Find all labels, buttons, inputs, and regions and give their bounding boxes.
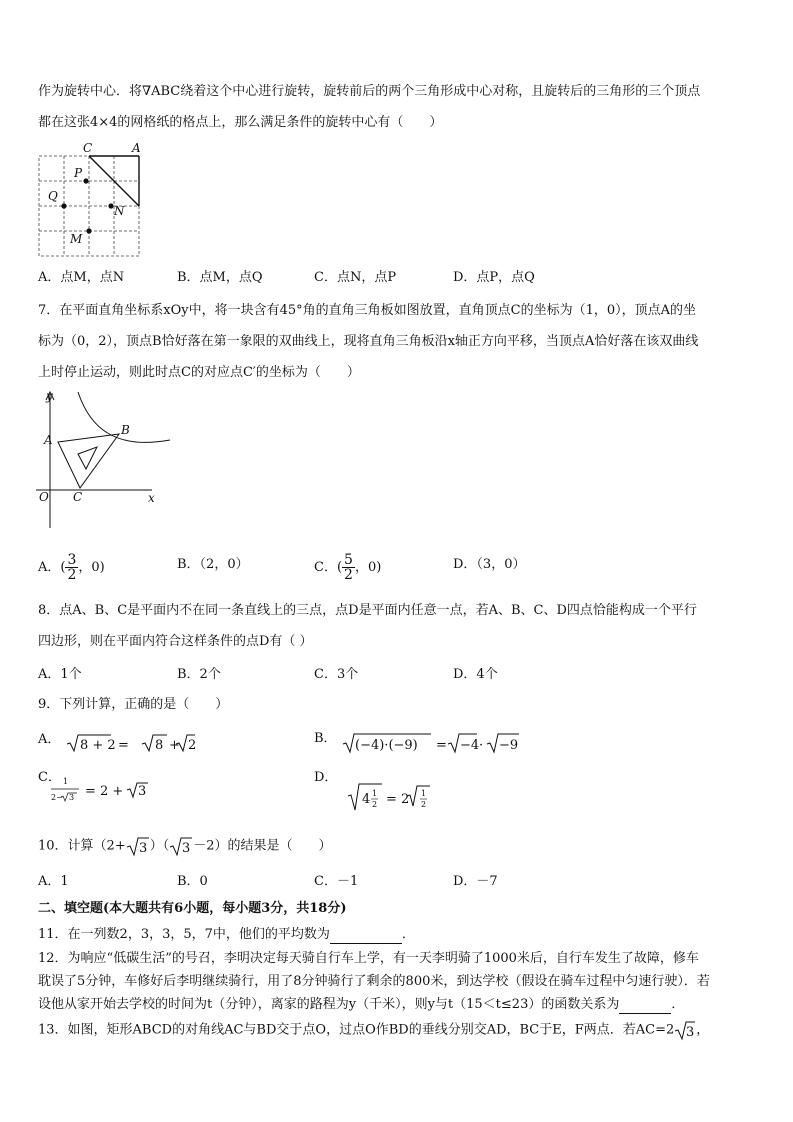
- q9-option-d[interactable]: [314, 770, 434, 814]
- point-m: [86, 228, 91, 233]
- q9-option-c[interactable]: [38, 770, 167, 808]
- q6-option-d[interactable]: D．点P，点Q: [453, 270, 535, 285]
- q9-option-a-formula: [65, 732, 195, 754]
- svg-text:3: 3: [138, 841, 147, 856]
- label-b: B: [121, 423, 130, 437]
- q6-option-a[interactable]: A．点M，点N: [38, 270, 125, 285]
- q11-answer-blank[interactable]: [330, 927, 402, 944]
- label-m: M: [70, 232, 83, 246]
- svg-text:2−: 2−: [51, 793, 63, 802]
- label-c: C: [83, 141, 93, 155]
- q8-option-c[interactable]: C．3个: [314, 667, 359, 682]
- q6-option-b[interactable]: B．点M，点Q: [177, 270, 263, 285]
- q6-text-line1: 作为旋转中心．将∇ABC绕着这个中心进行旋转，旋转前后的两个三角形成中心对称，且旋转后的三角形的三个顶点: [38, 84, 701, 99]
- q10-sqrt-2: [169, 835, 193, 857]
- svg-text:3: 3: [69, 793, 75, 802]
- right-triangle-inner: [78, 447, 97, 469]
- q9-option-d-label: D．: [314, 770, 338, 785]
- q6-text-line2: 都在这张4×4的网格纸的格点上，那么满足条件的旋转中心有（ ）: [38, 115, 443, 130]
- q9-option-a[interactable]: [38, 732, 195, 754]
- svg-text:3: 3: [182, 841, 191, 856]
- svg-text:8: 8: [154, 738, 163, 753]
- svg-text:= 2: = 2: [385, 792, 409, 807]
- svg-text:+: +: [168, 738, 180, 753]
- q8-text-line2: 四边形，则在平面内符合这样条件的点D有（ ）: [38, 634, 313, 649]
- label-x: x: [148, 491, 155, 505]
- q12-answer-blank[interactable]: [619, 997, 671, 1014]
- point-p: [83, 178, 88, 183]
- q6-grid-figure: [30, 140, 150, 260]
- q8-text-line1: 8．点A、B、C是平面内不在同一条直线上的三点，点D是平面内任意一点，若A、B、C、D四点恰能构成一个平行: [38, 603, 697, 618]
- q7-text-line1: 7．在平面直角坐标系xOy中，将一块含有45°角的直角三角板如图放置，直角顶点C的坐标为（1，0），顶点A的坐: [38, 303, 697, 318]
- svg-text:(−4)·(−9): (−4)·(−9): [354, 738, 418, 753]
- q8-option-a[interactable]: A．1个: [38, 667, 82, 682]
- q7-text-line2: 标为（0，2），顶点B恰好落在第一象限的双曲线上，现将直角三角板沿x轴正方向平移，当顶点A恰好落在该双曲线: [38, 334, 699, 349]
- q7-option-d[interactable]: D．（3，0）: [453, 557, 526, 572]
- svg-text:3: 3: [138, 784, 147, 799]
- right-triangle-outer: [58, 434, 119, 488]
- q10-option-b[interactable]: B．0: [177, 874, 208, 889]
- q12-text-line1: 12．为响应“低碳生活”的号召，李明决定每天骑自行车上学，有一天李明骑了1000米后，自行车发生了故障，修车: [38, 951, 699, 966]
- q9-option-d-formula: [324, 774, 434, 814]
- label-a: A: [132, 141, 141, 155]
- q12-text-line2: 耽误了5分钟，车修好后李明继续骑行，用了8分钟骑行了剩余的800米，到达学校（假设在骑车过程中匀速行驶）．若: [38, 974, 710, 989]
- q8-option-d[interactable]: D．4个: [453, 667, 498, 682]
- q10-stem: 10．计算（2+ 3 ）（ 3 －2）的结果是（ ）: [38, 835, 332, 858]
- svg-text:−9: −9: [498, 738, 518, 753]
- q9-option-c-formula: [47, 774, 167, 808]
- q7-coordinate-figure: [30, 388, 180, 533]
- q7-option-a[interactable]: A．( $\frac{3}{2}$ ，0): [38, 552, 105, 583]
- q7-option-c[interactable]: C．( $\frac{5}{2}$ ，0): [314, 552, 382, 583]
- label-a: A: [44, 433, 53, 447]
- svg-text:·: ·: [478, 738, 483, 753]
- svg-text:2: 2: [420, 800, 426, 809]
- svg-text:2: 2: [371, 800, 377, 809]
- svg-text:1: 1: [371, 789, 377, 798]
- label-y: y: [46, 389, 53, 403]
- q9-option-a-label: A．: [38, 732, 61, 747]
- q7-option-b[interactable]: B．（2，0）: [177, 557, 249, 572]
- q9-option-b[interactable]: [314, 731, 521, 755]
- svg-text:2: 2: [187, 738, 196, 753]
- q9-option-b-formula: [341, 731, 521, 755]
- label-p: P: [74, 166, 83, 180]
- svg-text:4: 4: [361, 792, 370, 807]
- q10-option-d[interactable]: D．－7: [453, 874, 498, 889]
- q6-option-c[interactable]: C．点N，点P: [314, 270, 397, 285]
- q9-stem: 9．下列计算，正确的是（ ）: [38, 697, 229, 712]
- svg-text:−4: −4: [459, 738, 479, 753]
- svg-text:=: =: [117, 738, 129, 753]
- q10-sqrt-1: [126, 835, 150, 857]
- svg-text:=: =: [435, 738, 447, 753]
- q10-option-a[interactable]: A．1: [38, 874, 69, 889]
- svg-text:1: 1: [420, 789, 426, 798]
- svg-text:3: 3: [686, 1025, 695, 1040]
- label-o: O: [39, 490, 49, 504]
- svg-text:8 + 2: 8 + 2: [79, 738, 116, 753]
- section-2-title: 二、填空题(本大题共有6小题，每小题3分，共18分): [38, 901, 347, 916]
- q7-text-line3: 上时停止运动，则此时点C的对应点C′的坐标为（ ）: [38, 365, 360, 380]
- q8-option-b[interactable]: B．2个: [177, 667, 221, 682]
- q11-text: 11．在一列数2，3，3，5，7中，他们的平均数为 ．: [38, 927, 415, 942]
- svg-text:1: 1: [63, 777, 69, 786]
- svg-text:= 2 +: = 2 +: [85, 784, 124, 799]
- q10-option-c[interactable]: C．－1: [314, 874, 359, 889]
- point-q: [61, 203, 66, 208]
- label-n: N: [114, 204, 125, 218]
- label-q: Q: [48, 189, 58, 203]
- point-n: [108, 203, 113, 208]
- q13-text-line1: 13．如图，矩形ABCD的对角线AC与BD交于点O，过点O作BD的垂线分别交AD，BC于E，F两点．若AC=2 3 ，: [38, 1019, 709, 1042]
- label-c: C: [73, 490, 83, 504]
- q9-option-c-label: C．: [38, 770, 61, 785]
- q13-sqrt: [674, 1019, 696, 1041]
- q9-option-b-label: B．: [314, 731, 337, 746]
- q12-text-line3: 设他从家开始去学校的时间为t（分钟），离家的路程为y（千米），则y与t（15＜t≤23）的函数关系为 ．: [38, 997, 685, 1012]
